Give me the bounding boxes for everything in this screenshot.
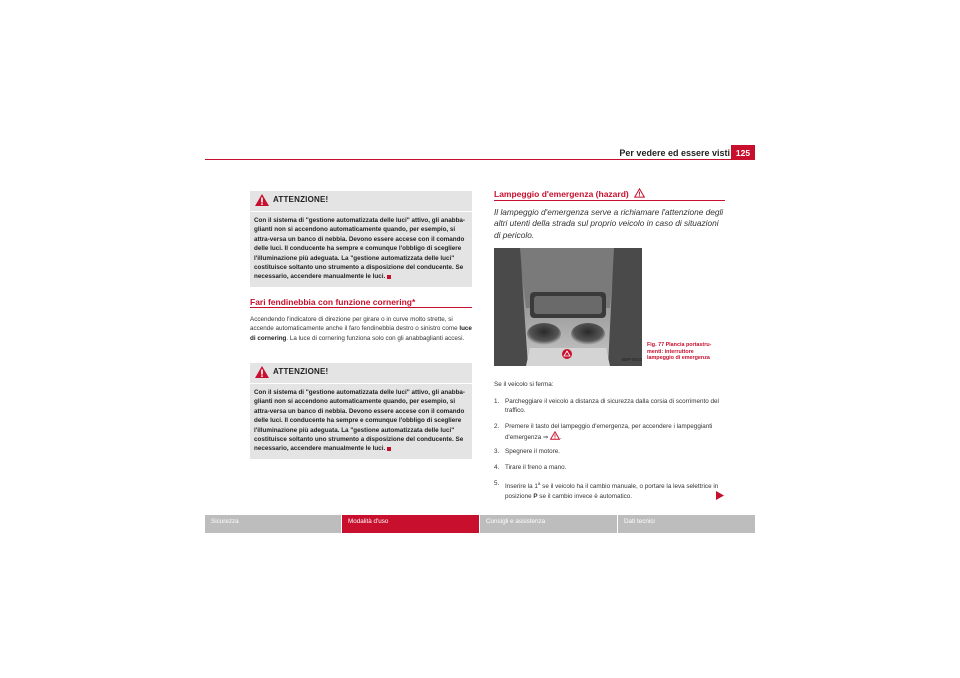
warning-text-block xyxy=(250,212,472,287)
step-text: Tirare il freno a mano. xyxy=(505,464,567,471)
step-text xyxy=(505,479,734,501)
step-text-part: se il cambio invece è automatico. xyxy=(537,492,633,500)
step-number: 5. xyxy=(494,480,500,487)
section-heading-text: Lampeggio d'emergenza (hazard) xyxy=(494,189,629,199)
list-item xyxy=(494,479,734,501)
nav-tab-consigli-assistenza[interactable]: Consigli e assistenza xyxy=(480,515,617,533)
warning-header xyxy=(250,363,472,384)
list-item xyxy=(494,422,734,443)
warning-label: ATTENZIONE! xyxy=(273,195,329,204)
list-item xyxy=(494,463,734,472)
warning-box-2 xyxy=(250,363,472,459)
warning-header xyxy=(250,191,472,212)
list-item xyxy=(494,397,734,416)
superscript: a xyxy=(537,481,541,486)
warning-triangle-icon xyxy=(254,365,270,379)
figure-caption: Fig. 77 Plancia portastru-menti: interruttore lampeggio di emergenza xyxy=(647,342,712,362)
warning-triangle-icon xyxy=(634,188,645,198)
step-text: Premere il tasto del lampeggio d'emergenza, per accendere i lampeggianti d'emergenza ⇒ . xyxy=(505,423,713,442)
para-text: Accendendo l'indicatore di direzione per girare o in curve molto strette, si accende automaticamente anche il faro fendinebbia destro o sinistro come xyxy=(250,316,460,333)
step-number: 3. xyxy=(494,448,500,455)
end-of-section-mark xyxy=(387,447,391,451)
step-text: Parcheggiare il veicolo a distanza di sicurezza dalla corsia di scorrimento del traffico. xyxy=(505,398,719,415)
section-rule xyxy=(250,307,472,308)
figure-hazard-switch-photo xyxy=(494,248,642,366)
step-text-part: se il veicolo ha il cambio manuale, o portare la leva selettrice in posizione xyxy=(505,483,719,500)
list-item xyxy=(494,447,734,456)
section-rule xyxy=(494,200,725,201)
header-rule xyxy=(205,159,755,160)
warning-triangle-icon xyxy=(254,193,270,207)
step-text-part: Inserire la 1 xyxy=(505,483,538,491)
warning-text: Con il sistema di "gestione automatizzata delle luci" attivo, gli anabba-glianti non si accendono automaticamente quando, per esempio, si attra-versa un banco di nebbia. Devono essere accese con il comando delle luci. Il conducente ha sempre e comunque l'obbligo di scegliere l'illuminazione più adeguata. La "gestione automatizzata delle luci" costituisce soltanto uno strumento a disposizione del conducente. Se necessario, accendere manualmente le luci. xyxy=(254,389,466,453)
warning-box-1 xyxy=(250,191,472,287)
warning-label: ATTENZIONE! xyxy=(273,367,329,376)
gear-position-p: P xyxy=(533,492,538,500)
warning-text: Con il sistema di "gestione automatizzata delle luci" attivo, gli anabba-glianti non si accendono automaticamente quando, per esempio, si attra-versa un banco di nebbia. Devono essere accese con il comando delle luci. Il conducente ha sempre e comunque l'obbligo di scegliere l'illuminazione più adeguata. La "gestione automatizzata delle luci" costituisce soltanto uno strumento a disposizione del conducente. Se necessario, accendere manualmente le luci. xyxy=(254,217,466,281)
warning-triangle-icon xyxy=(550,431,560,440)
nav-tab-dati-tecnici[interactable]: Dati tecnici xyxy=(618,515,755,533)
step-text-part: Premere il tasto del lampeggio d'emergenza, per accendere i lampeggianti d'emergenza ⇒ xyxy=(505,423,713,442)
hazard-lead: Se il veicolo si ferma: xyxy=(494,381,554,388)
figure-code: B5P-0010 xyxy=(622,357,642,362)
para-bold-term: luce di cornering xyxy=(250,325,472,342)
step-number: 4. xyxy=(494,464,500,471)
fog-lights-paragraph xyxy=(250,315,472,343)
section-heading-hazard xyxy=(494,188,645,199)
step-number: 1. xyxy=(494,398,500,405)
hazard-intro-italic: Il lampeggio d'emergenza serve a richiamare l'attenzione degli altri utenti della strada sul proprio veicolo in caso di situazioni di pericolo. xyxy=(494,207,724,240)
nav-tab-modalita-uso[interactable]: Modalità d'uso xyxy=(342,515,479,533)
running-header-title: Per vedere ed essere visti xyxy=(619,148,730,158)
end-of-section-mark xyxy=(387,275,391,279)
continue-arrow-icon[interactable] xyxy=(716,491,724,500)
warning-text-block xyxy=(250,384,472,459)
page-number-badge: 125 xyxy=(731,145,755,160)
step-text: Spegnere il motore. xyxy=(505,448,560,455)
section-heading-fog-lights: Fari fendinebbia con funzione cornering* xyxy=(250,297,416,307)
nav-tab-sicurezza[interactable]: Sicurezza xyxy=(205,515,341,533)
step-number: 2. xyxy=(494,423,500,430)
para-text: . La luce di cornering funziona solo con gli anabbaglianti accesi. xyxy=(286,334,465,342)
